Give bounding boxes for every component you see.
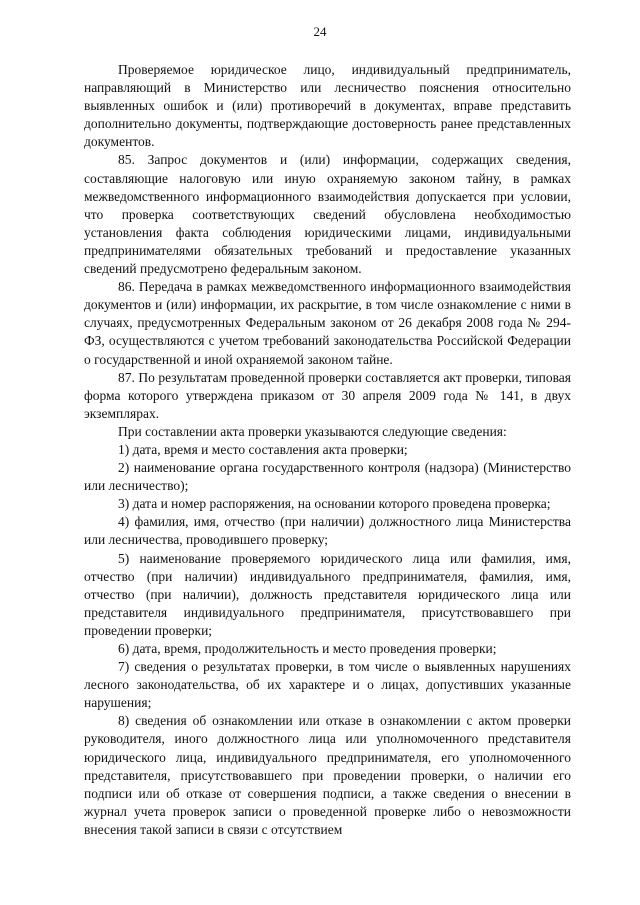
- list-item-3: 3) дата и номер распоряжения, на основании которого проведена проверка;: [118, 496, 551, 512]
- paragraph-explanation-rights: Проверяемое юридическое лицо, индивидуальный предприниматель, направляющий в Министерство или лесничество пояснения относительно выявленных ошибок и (или) противоречий в документах, вправе представить дополнительно документы, подтверждающие достоверность ранее представленных документов.: [84, 62, 571, 150]
- paragraph-86: 86. Передача в рамках межведомственного информационного взаимодействия документов и (или) информации, их раскрытие, в том числе ознакомление с ними в случаях, предусмотренных Федеральным законом от 26 декабря 2008 года № 294-ФЗ, осуществляются с учетом требований законодательства Российской Федерации о государственной и иной охраняемой законом тайне.: [84, 279, 571, 367]
- page-number: 24: [313, 24, 327, 39]
- list-item-2: 2) наименование органа государственного контроля (надзора) (Министерство или лесничество);: [84, 460, 571, 494]
- paragraph-85: 85. Запрос документов и (или) информации, содержащих сведения, составляющие налоговую или иную охраняемую законом тайну, в рамках межведомственного информационного взаимодействия допускается при условии, что проверка соответствующих сведений обусловлена необходимостью установления факта соблюдения юридическими лицами, индивидуальными предпринимателями обязательных требований и предоставление указанных сведений предусмотрено федеральным законом.: [84, 152, 571, 277]
- list-item-5: 5) наименование проверяемого юридического лица или фамилия, имя, отчество (при наличии) индивидуального предпринимателя, фамилия, имя, отчество (при наличии), должность представителя юридического лица или представителя индивидуального предпринимателя, присутствовавшего при проведении проверки;: [84, 550, 571, 638]
- list-item-7: 7) сведения о результатах проверки, в том числе о выявленных нарушениях лесного законодательства, об их характере и о лицах, допустивших указанные нарушения;: [84, 659, 571, 711]
- list-item-6: 6) дата, время, продолжительность и место проведения проверки;: [118, 641, 497, 656]
- list-item-8: 8) сведения об ознакомлении или отказе в ознакомлении с актом проверки руководителя, иного должностного лица или уполномоченного представителя юридического лица, индивидуального предпринимателя, его уполномоченного представителя, присутствовавшего при проведении проверки, о наличии его подписи или об отказе от совершения подписи, а также сведения о внесении в журнал учета проверок записи о проведенной проверке либо о невозможности внесения такой записи в связи с отсутствием: [84, 713, 571, 837]
- list-item-4: 4) фамилия, имя, отчество (при наличии) должностного лица Министерства или лесничества, проводившего проверку;: [84, 514, 571, 548]
- paragraph-87: 87. По результатам проведенной проверки составляется акт проверки, типовая форма которого утверждена приказом от 30 апреля 2009 года № 141, в двух экземплярах.: [84, 369, 571, 421]
- list-item-1: 1) дата, время и место составления акта проверки;: [118, 441, 408, 457]
- paragraph-act-contents-intro: При составлении акта проверки указываются следующие сведения:: [118, 423, 507, 439]
- document-body: [84, 61, 571, 839]
